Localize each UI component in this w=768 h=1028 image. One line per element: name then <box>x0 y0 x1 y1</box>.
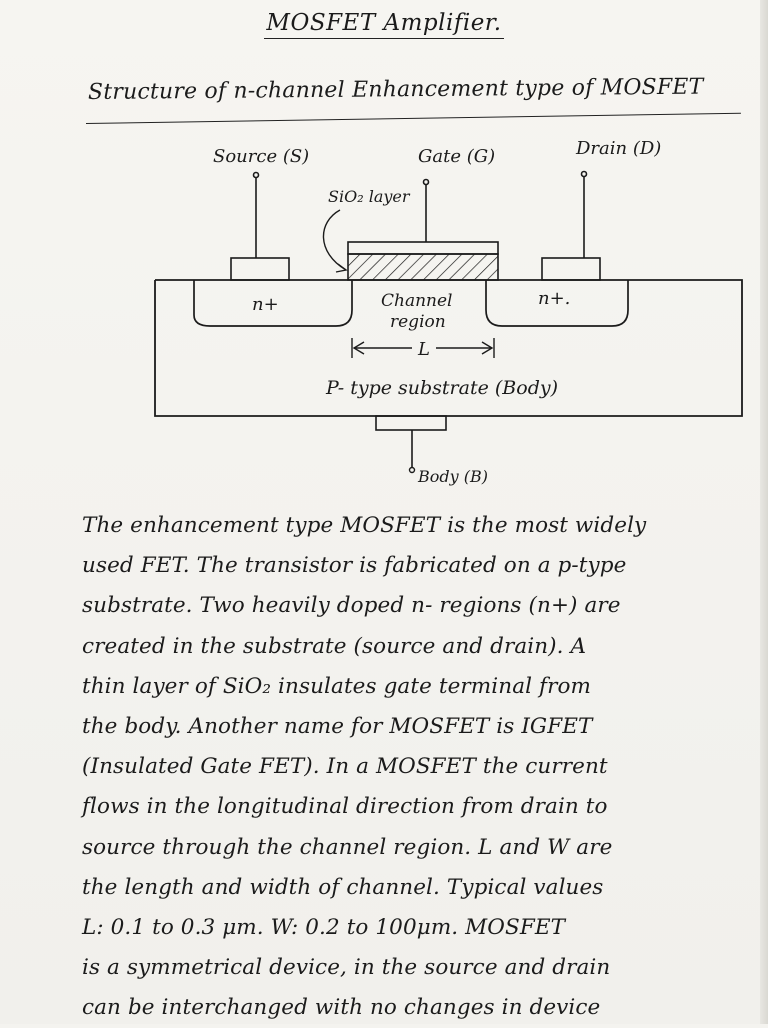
drain-contact <box>542 258 600 280</box>
oxide-layer-hatched <box>348 254 498 280</box>
paragraph-line: thin layer of SiO₂ insulates gate terminal from <box>82 673 591 699</box>
drain-n-plus-label: n+. <box>538 288 571 309</box>
paragraph-line: created in the substrate (source and drain). A <box>82 633 587 659</box>
source-n-plus-label: n+ <box>252 294 279 315</box>
source-contact <box>231 258 289 280</box>
channel-label-line1: Channel <box>381 291 453 311</box>
drain-terminal-label: Drain (D) <box>576 138 662 159</box>
paragraph-line: can be interchanged with no changes in device <box>82 995 601 1021</box>
body-terminal-dot <box>410 468 415 473</box>
paragraph-line: source through the channel region. L and W are <box>82 834 613 860</box>
channel-length-label: L <box>418 339 430 360</box>
paragraph-line: is a symmetrical device, in the source and drain <box>82 955 611 981</box>
gate-terminal-dot <box>424 180 429 185</box>
substrate-label: P- type substrate (Body) <box>326 377 559 399</box>
page-title-text: MOSFET Amplifier. <box>264 10 503 39</box>
paragraph-line: flows in the longitudinal direction from drain to <box>82 794 608 820</box>
paragraph-line: used FET. The transistor is fabricated on a p-type <box>82 553 627 579</box>
paragraph-line: L: 0.1 to 0.3 μm. W: 0.2 to 100μm. MOSFET <box>82 914 566 940</box>
gate-metal-layer <box>348 242 498 254</box>
gate-terminal-label: Gate (G) <box>418 146 496 167</box>
paragraph-line: substrate. Two heavily doped n- regions (n+) are <box>82 593 621 619</box>
paragraph-line: the body. Another name for MOSFET is IGFET <box>82 713 593 739</box>
paragraph-line: The enhancement type MOSFET is the most widely <box>82 513 647 538</box>
paragraph-line: the length and width of channel. Typical values <box>82 874 604 900</box>
channel-label-line2: region <box>390 312 446 332</box>
drain-terminal-dot <box>582 172 587 177</box>
body-terminal-label: Body (B) <box>418 467 488 486</box>
explanation-paragraph <box>82 506 732 1028</box>
source-terminal-label: Source (S) <box>213 146 310 167</box>
source-terminal-dot <box>254 173 259 178</box>
body-contact <box>376 416 446 430</box>
oxide-pointer-arrowhead <box>336 264 346 272</box>
oxide-pointer-arrow <box>323 210 346 270</box>
oxide-layer-label: SiO₂ layer <box>328 187 410 206</box>
mosfet-structure-diagram <box>0 130 768 500</box>
section-heading: Structure of n-channel Enhancement type of MOSFET <box>87 74 704 105</box>
paragraph-line: (Insulated Gate FET). In a MOSFET the current <box>82 754 608 780</box>
page-title <box>0 10 768 36</box>
section-heading-underline <box>86 113 741 124</box>
